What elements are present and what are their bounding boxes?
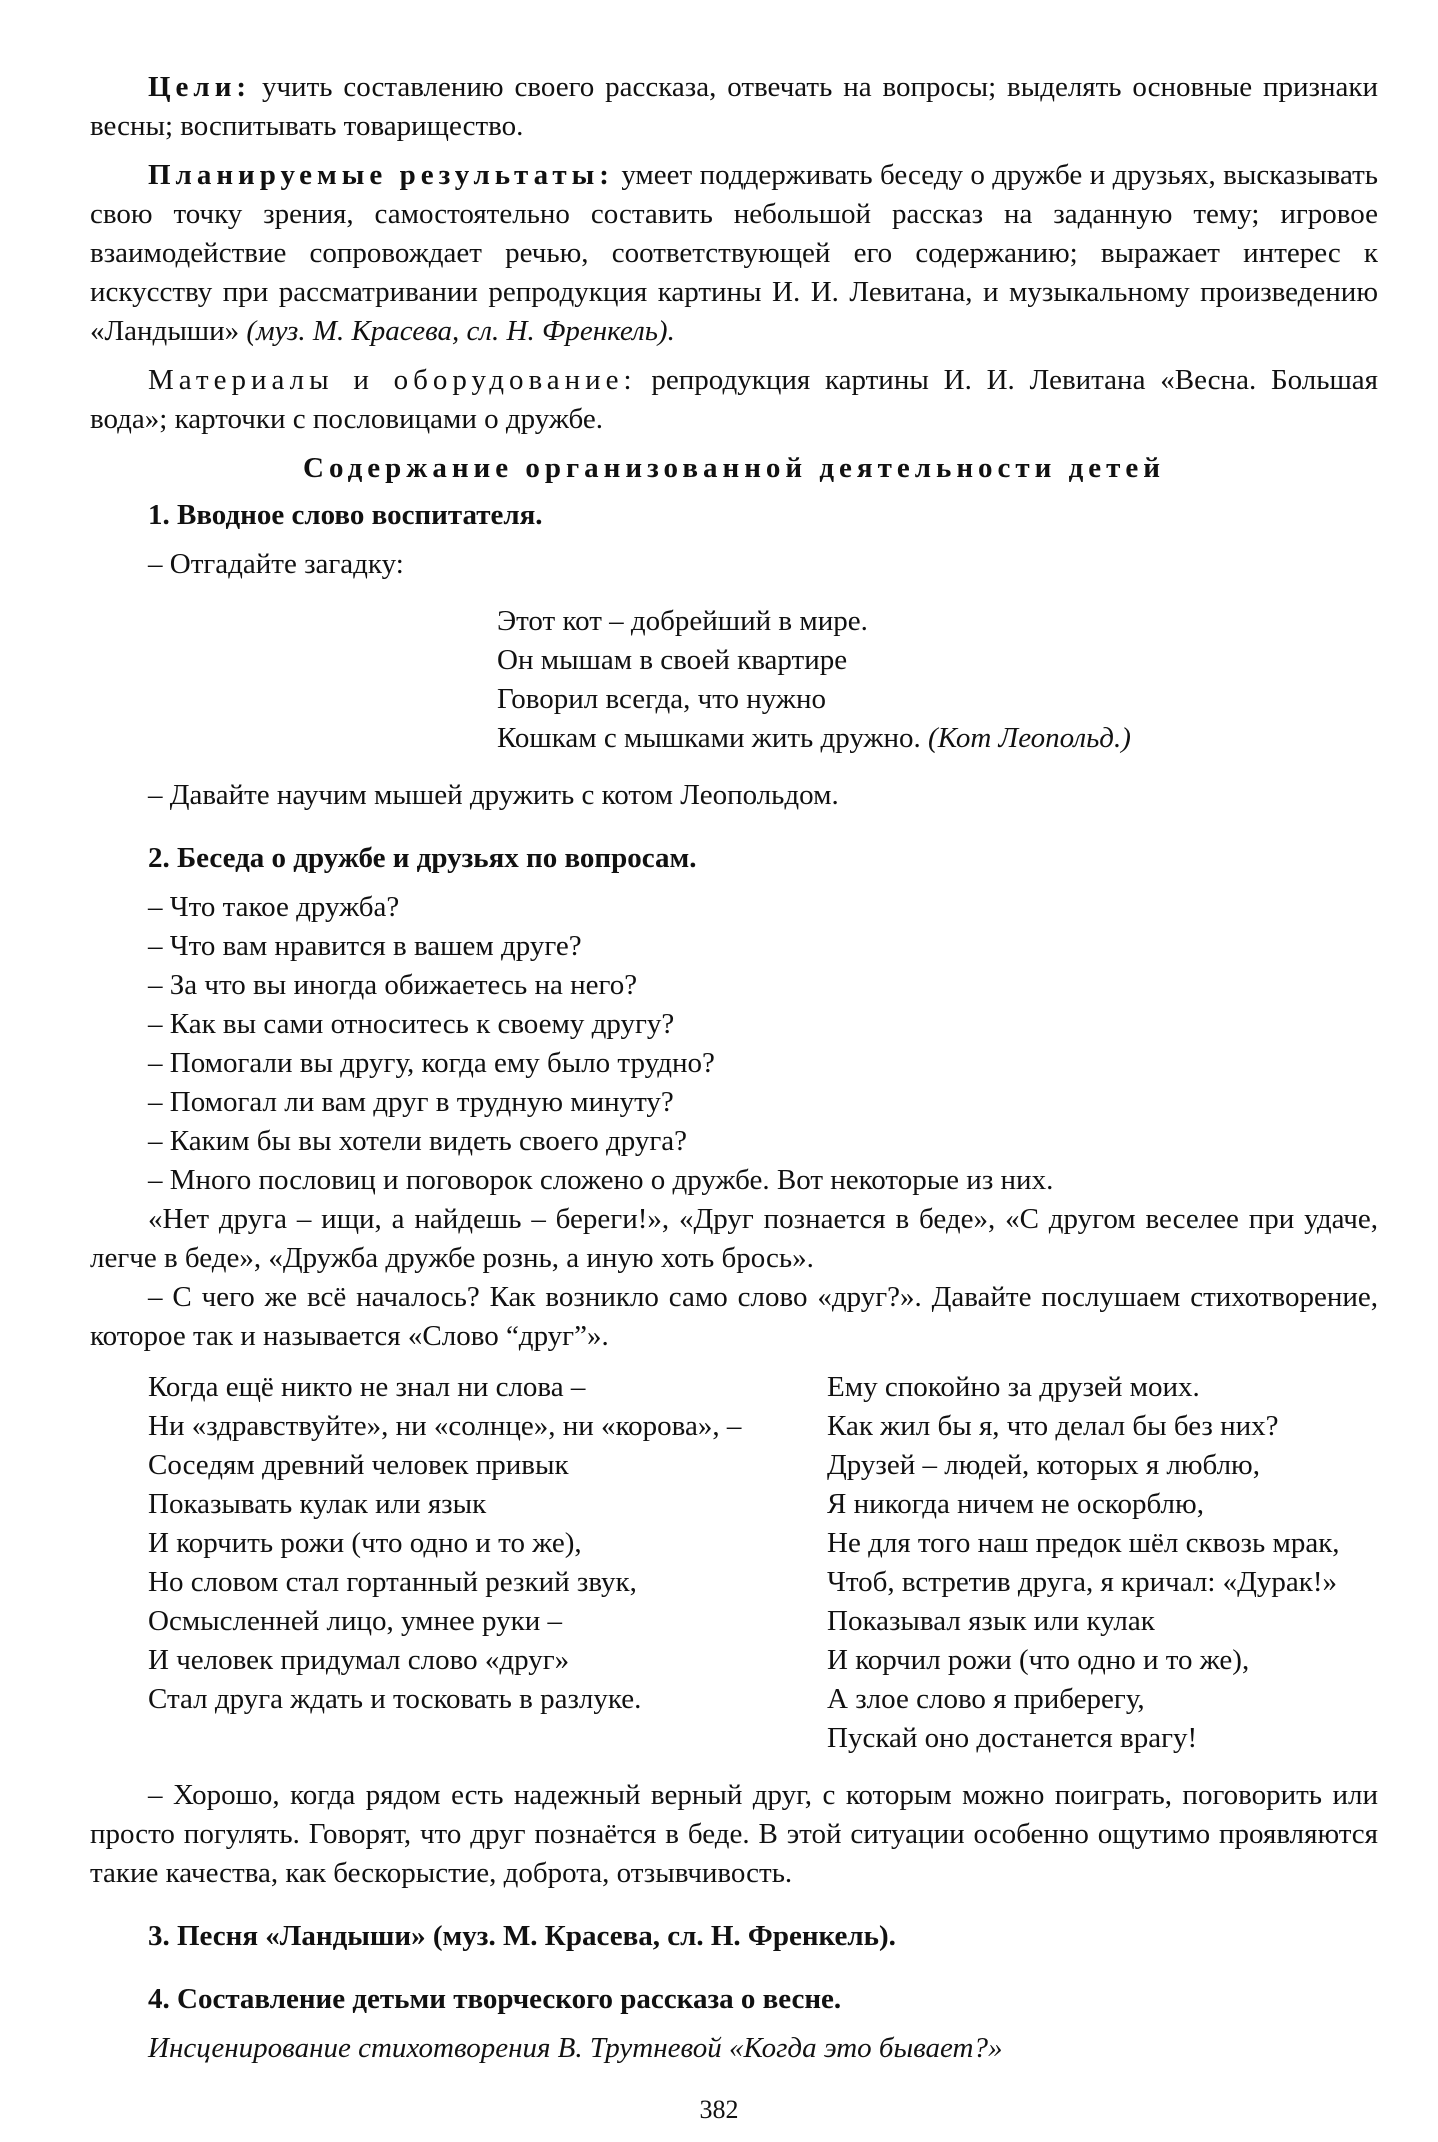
poem-line: Не для того наш предок шёл сквозь мрак, xyxy=(827,1527,1340,1559)
riddle-answer: (Кот Леопольд.) xyxy=(920,722,1131,754)
step1-after: – Давайте научим мышей дружить с котом Леопольдом. xyxy=(148,779,839,811)
poem-line: Соседям древний человек привык xyxy=(148,1449,569,1481)
question-item: – Как вы сами относитесь к своему другу? xyxy=(148,1008,675,1040)
step3-heading: 3. Песня «Ландыши» (муз. М. Красева, сл. Н. Френкель). xyxy=(148,1920,896,1952)
poem-column-left xyxy=(90,1368,827,1758)
poem-line: Когда ещё никто не знал ни слова – xyxy=(148,1371,586,1403)
poem-line: Друзей – людей, которых я люблю, xyxy=(827,1449,1260,1481)
riddle-line: Говорил всегда, что нужно xyxy=(497,683,826,715)
results-label: Планируемые результаты: xyxy=(148,159,614,191)
poem-intro: – С чего же всё началось? Как возникло само слово «друг?». Давайте послушаем стихотворение, которое так и называется «Слово “друг”». xyxy=(90,1281,1378,1352)
goals-text: учить составлению своего рассказа, отвечать на вопросы; выделять основные признаки весны; воспитывать товарищество. xyxy=(90,71,1378,142)
step4-heading: 4. Составление детьми творческого рассказа о весне. xyxy=(148,1983,842,2015)
poem-line: Показывал язык или кулак xyxy=(827,1605,1155,1637)
page-number: 382 xyxy=(699,2095,739,2124)
results-paragraph xyxy=(90,156,1378,351)
poem-line: Показывать кулак или язык xyxy=(148,1488,487,1520)
riddle-line-text: Кошкам с мышками жить дружно. xyxy=(497,722,921,754)
step1-prompt: – Отгадайте загадку: xyxy=(148,548,404,580)
poem-two-columns xyxy=(90,1368,1378,1758)
question-item: – За что вы иногда обижаетесь на него? xyxy=(148,969,638,1001)
riddle-line: Этот кот – добрейший в мире. xyxy=(497,605,868,637)
materials-paragraph xyxy=(90,361,1378,439)
poem-line: Ему спокойно за друзей моих. xyxy=(827,1371,1200,1403)
poem-line: И человек придумал слово «друг» xyxy=(148,1644,570,1676)
results-italic-credit: (муз. М. Красева, сл. Н. Френкель). xyxy=(246,315,675,347)
step4-note: Инсценирование стихотворения В. Трутневой «Когда это бывает?» xyxy=(148,2032,1003,2064)
poem-line: Как жил бы я, что делал бы без них? xyxy=(827,1410,1279,1442)
materials-text: репродукция картины И. И. Левитана «Весна. Большая вода»; карточки с пословицами о дружбе. xyxy=(90,364,1378,435)
poem-line: Но словом стал гортанный резкий звук, xyxy=(148,1566,637,1598)
question-item: – Что такое дружба? xyxy=(148,891,400,923)
poem-line: А злое слово я приберегу, xyxy=(827,1683,1145,1715)
riddle-line: Он мышам в своей квартире xyxy=(497,644,848,676)
poem-line: Стал друга ждать и тосковать в разлуке. xyxy=(148,1683,642,1715)
poem-line: Осмысленней лицо, умнее руки – xyxy=(148,1605,563,1637)
question-item: – Что вам нравится в вашем друге? xyxy=(148,930,582,962)
section-title: Содержание организованной деятельности детей xyxy=(303,452,1165,484)
poem-line: Пускай оно достанется врагу! xyxy=(827,1722,1198,1754)
riddle-verse xyxy=(497,602,1378,758)
step2-heading: 2. Беседа о дружбе и друзьях по вопросам. xyxy=(148,842,697,874)
conclusion-paragraph: – Хорошо, когда рядом есть надежный верный друг, с которым можно поиграть, поговорить или просто погулять. Говорят, что друг познаётся в беде. В этой ситуации особенно ощутимо проявляются такие качества, как бескорыстие, доброта, отзывчивость. xyxy=(90,1779,1378,1889)
materials-label: Материалы и оборудование: xyxy=(148,364,637,396)
goals-paragraph xyxy=(90,68,1378,146)
question-item: – Помогал ли вам друг в трудную минуту? xyxy=(148,1086,674,1118)
poem-line: Чтоб, встретив друга, я кричал: «Дурак!» xyxy=(827,1566,1338,1598)
goals-label: Цели: xyxy=(148,71,252,103)
question-item: – Помогали вы другу, когда ему было трудно? xyxy=(148,1047,715,1079)
poem-line: Ни «здравствуйте», ни «солнце», ни «корова», – xyxy=(148,1410,742,1442)
riddle-line-last xyxy=(497,719,1378,758)
step1-heading: 1. Вводное слово воспитателя. xyxy=(148,499,543,531)
poem-line: И корчить рожи (что одно и то же), xyxy=(148,1527,582,1559)
results-text: умеет поддерживать беседу о дружбе и друзьях, высказывать свою точку зрения, самостоятельно составить небольшой рассказ на заданную тему; игровое взаимодействие сопровождает речью, соответствующей его содержанию; выражает интерес к искусству при рассматривании репродукция картины И. И. Левитана, и музыкальному произведению «Ландыши» xyxy=(90,159,1378,347)
poem-line: И корчил рожи (что одно и то же), xyxy=(827,1644,1250,1676)
question-item: – Много пословиц и поговорок сложено о дружбе. Вот некоторые из них. xyxy=(148,1164,1054,1196)
proverbs-paragraph: «Нет друга – ищи, а найдешь – береги!», «Друг познается в беде», «С другом веселее при удаче, легче в беде», «Дружба дружбе рознь, а иную хоть брось». xyxy=(90,1203,1378,1274)
poem-line: Я никогда ничем не оскорблю, xyxy=(827,1488,1204,1520)
poem-column-right xyxy=(827,1368,1378,1758)
question-item: – Каким бы вы хотели видеть своего друга? xyxy=(148,1125,688,1157)
